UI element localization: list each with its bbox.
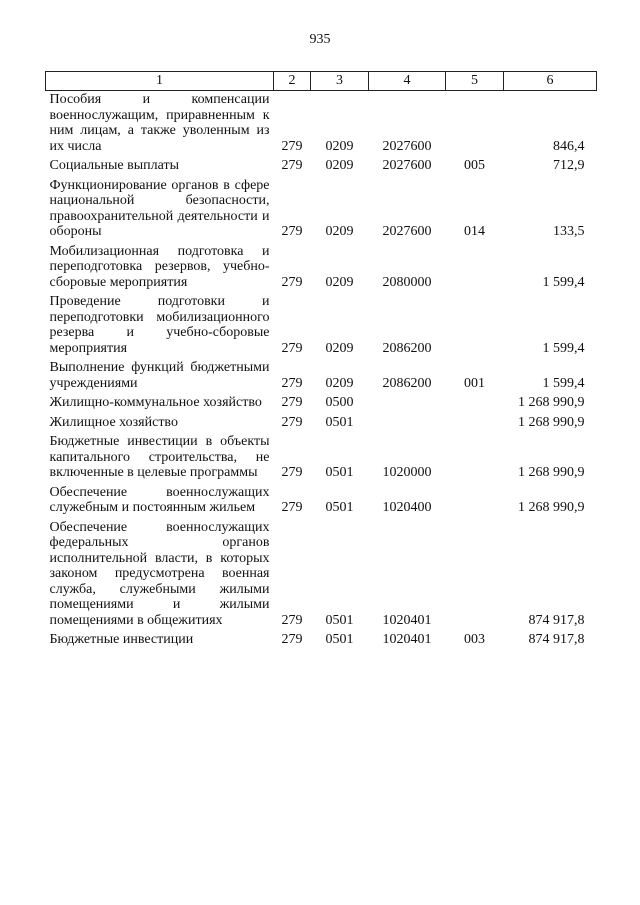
row-col-2: 279 [281,395,303,410]
row-col-2: 279 [281,632,303,647]
row-col-3: 0209 [325,274,354,290]
row-name: Выполнение функций бюджетными учреждениями [49,360,270,391]
table-row [46,394,597,414]
row-col-4: 2027600 [382,138,432,154]
row-name: Обеспечение военнослужащих служебным и постоянным жильем [49,484,270,515]
row-amount: 133,5 [553,224,585,239]
row-col-3: 0209 [325,224,354,239]
row-col-4: 2027600 [382,158,432,173]
row-col-2: 279 [281,340,303,356]
row-amount: 1 268 990,9 [518,465,585,480]
row-col-5: 003 [464,632,485,647]
row-col-2: 279 [281,500,303,515]
budget-table [45,71,597,651]
header-col-3: 3 [311,72,369,91]
row-col-3: 0501 [325,612,354,628]
table-row [46,484,597,519]
row-col-5: 005 [464,158,485,173]
row-col-2: 279 [281,138,303,154]
row-col-3: 0500 [325,395,354,410]
row-col-2: 279 [281,224,303,239]
row-col-4: 1020401 [382,612,432,628]
row-name: Пособия и компенсации военнослужащим, приравненным к ним лицам, а также уволенным из их числа [49,92,270,154]
row-amount: 1 599,4 [542,274,585,290]
row-col-3: 0501 [325,414,354,430]
row-col-5: 001 [464,375,485,391]
row-col-4: 2080000 [382,274,432,290]
row-col-2: 279 [281,158,303,173]
row-col-4: 2027600 [382,224,432,239]
row-name: Жилищно-коммунальное хозяйство [49,395,262,410]
header-col-5: 5 [446,72,504,91]
table-row [46,177,597,243]
row-col-5 [446,293,504,359]
row-col-5 [446,519,504,632]
table-row [46,519,597,632]
table-row [46,414,597,434]
row-col-4: 2086200 [382,340,432,356]
row-name: Социальные выплаты [49,158,180,173]
row-col-3: 0501 [325,465,354,480]
row-name: Проведение подготовки и переподготовки мобилизационного резерва и учебно-сборовые мероприятия [49,294,270,356]
row-col-2: 279 [281,375,303,391]
table-row [46,433,597,484]
row-amount: 712,9 [553,158,585,173]
row-name: Бюджетные инвестиции в объекты капитального строительства, не включенные в целевые программы [49,434,270,480]
row-col-3: 0209 [325,158,354,173]
row-col-5 [446,484,504,519]
row-col-5: 014 [464,224,485,239]
row-amount: 1 599,4 [542,340,585,356]
row-col-3: 0501 [325,500,354,515]
row-col-5 [446,394,504,414]
row-col-4 [369,394,446,414]
row-name: Обеспечение военнослужащих федеральных органов исполнительной власти, в которых законом предусмотрена военная служба, служебными жилыми помещениями и жилыми помещениями в общежитиях [49,519,270,628]
row-amount: 874 917,8 [528,612,585,628]
header-col-2: 2 [274,72,311,91]
row-col-4: 1020000 [382,465,432,480]
row-name: Бюджетные инвестиции [49,632,194,647]
row-col-5 [446,91,504,158]
row-amount: 874 917,8 [528,632,585,647]
header-col-1: 1 [46,72,274,91]
table-row [46,91,597,158]
row-col-2: 279 [281,274,303,290]
row-col-3: 0209 [325,375,354,391]
row-col-4: 2086200 [382,375,432,391]
header-col-4: 4 [369,72,446,91]
page-number: 935 [309,32,331,47]
row-amount: 1 268 990,9 [518,500,585,515]
table-row [46,243,597,294]
row-col-3: 0209 [325,138,354,154]
row-amount: 1 599,4 [542,375,585,391]
row-col-3: 0209 [325,340,354,356]
row-col-5 [446,414,504,434]
row-col-4: 1020401 [382,632,432,647]
row-name: Функционирование органов в сфере национальной безопасности, правоохранительной деятельности и обороны [49,177,270,239]
table-row [46,293,597,359]
row-col-3: 0501 [325,632,354,647]
table-row [46,631,597,651]
row-col-2: 279 [281,612,303,628]
table-header-row [46,72,597,91]
row-col-2: 279 [281,414,303,430]
table-row [46,157,597,177]
row-amount: 846,4 [553,138,585,154]
row-col-2: 279 [281,465,303,480]
row-amount: 1 268 990,9 [518,395,585,410]
table-row [46,359,597,394]
row-name: Мобилизационная подготовка и переподготовка резервов, учебно-сборовые мероприятия [49,243,270,290]
row-col-4: 1020400 [382,500,432,515]
row-name: Жилищное хозяйство [49,414,178,430]
row-col-5 [446,243,504,294]
row-amount: 1 268 990,9 [518,414,585,430]
header-col-6: 6 [504,72,597,91]
row-col-5 [446,433,504,484]
row-col-4 [369,414,446,434]
